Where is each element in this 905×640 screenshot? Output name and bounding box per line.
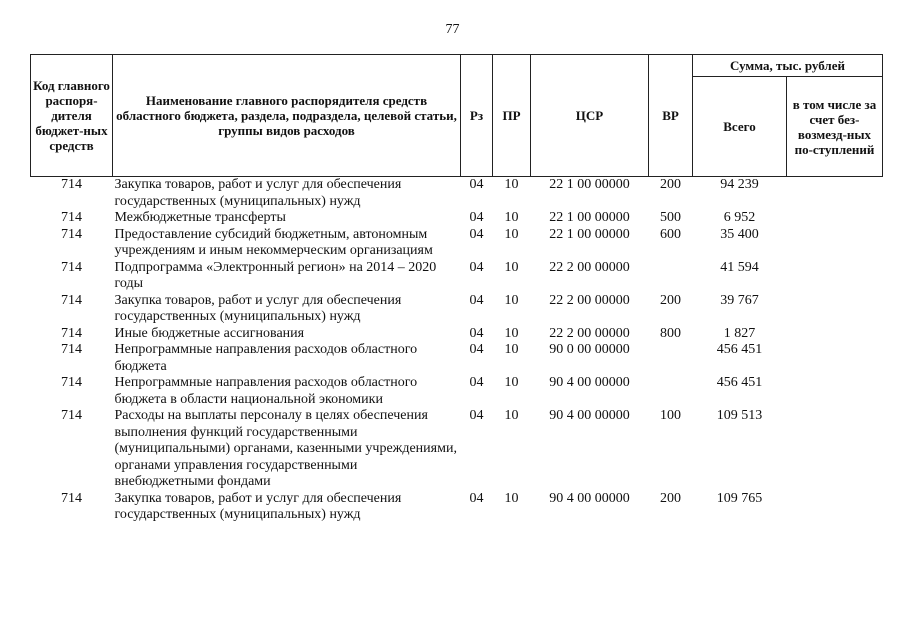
table-row — [31, 293, 883, 326]
header-rz: Рз — [461, 55, 493, 177]
cell-csr: 22 2 00 00000 — [549, 259, 630, 275]
cell-incl — [787, 326, 883, 343]
cell-name: Непрограммные направления расходов областного бюджета в области национальной экономики — [114, 375, 418, 407]
table-row — [31, 375, 883, 408]
cell-pr: 10 — [504, 375, 519, 390]
cell-code: 714 — [61, 490, 82, 506]
cell-vr: 500 — [660, 210, 681, 225]
cell-name: Предоставление субсидий бюджетным, автономным учреждениям и иным некоммерческим организациям — [114, 226, 433, 258]
table-header — [31, 55, 883, 177]
cell-total: 94 239 — [720, 177, 759, 192]
cell-pr: 10 — [504, 210, 519, 225]
cell-code: 714 — [61, 325, 82, 341]
table-row — [31, 491, 883, 524]
cell-csr: 22 1 00 00000 — [549, 210, 630, 225]
cell-rz: 04 — [469, 342, 484, 357]
cell-incl — [787, 293, 883, 326]
cell-csr: 22 2 00 00000 — [549, 325, 630, 341]
cell-code: 714 — [61, 292, 82, 308]
cell-name: Закупка товаров, работ и услуг для обеспечения государственных (муниципальных) нужд — [114, 490, 402, 522]
cell-vr — [649, 260, 693, 293]
header-vr: ВР — [649, 55, 693, 177]
cell-vr: 200 — [660, 177, 681, 192]
header-incl: в том числе за счет без-возмезд-ных по-ступлений — [787, 77, 883, 177]
table-row — [31, 210, 883, 227]
header-sum: Сумма, тыс. рублей — [693, 55, 883, 77]
cell-pr: 10 — [504, 226, 519, 242]
cell-total: 1 827 — [723, 325, 756, 341]
cell-csr: 22 2 00 00000 — [549, 292, 630, 308]
cell-vr — [649, 375, 693, 408]
cell-csr: 90 4 00 00000 — [549, 375, 630, 390]
table-row — [31, 260, 883, 293]
cell-code: 714 — [61, 342, 82, 357]
cell-csr: 90 4 00 00000 — [549, 490, 630, 506]
cell-name: Иные бюджетные ассигнования — [114, 325, 305, 341]
cell-rz: 04 — [469, 226, 484, 242]
cell-pr: 10 — [504, 490, 519, 506]
header-pr: ПР — [493, 55, 531, 177]
cell-vr: 200 — [660, 490, 681, 506]
cell-total: 41 594 — [720, 259, 759, 275]
cell-name: Непрограммные направления расходов областного бюджета — [114, 342, 418, 374]
cell-rz: 04 — [469, 325, 484, 341]
cell-total: 456 451 — [716, 375, 763, 390]
cell-total: 456 451 — [716, 342, 763, 357]
cell-vr: 200 — [660, 292, 681, 308]
cell-incl — [787, 260, 883, 293]
cell-incl — [787, 177, 883, 211]
cell-vr: 800 — [660, 325, 681, 341]
header-name: Наименование главного распорядителя средств областного бюджета, раздела, подраздела, целевой статьи, группы видов расходов — [113, 55, 461, 177]
cell-pr: 10 — [504, 259, 519, 275]
cell-name: Межбюджетные трансферты — [114, 210, 286, 225]
cell-vr — [649, 342, 693, 375]
cell-incl — [787, 342, 883, 375]
cell-csr: 90 4 00 00000 — [549, 408, 630, 423]
cell-vr: 600 — [660, 226, 681, 242]
cell-code: 714 — [61, 259, 82, 275]
cell-code: 714 — [61, 226, 82, 242]
cell-rz: 04 — [469, 292, 484, 308]
table-row — [31, 227, 883, 260]
cell-rz: 04 — [469, 408, 484, 423]
header-code: Код главного распоря-дителя бюджет-ных средств — [31, 55, 113, 177]
cell-rz: 04 — [469, 210, 484, 225]
table-body — [31, 177, 883, 524]
cell-code: 714 — [61, 375, 82, 390]
table-row — [31, 177, 883, 211]
header-total: Всего — [693, 77, 787, 177]
cell-pr: 10 — [504, 342, 519, 357]
cell-pr: 10 — [504, 292, 519, 308]
cell-total: 39 767 — [720, 292, 759, 308]
cell-total: 6 952 — [723, 210, 756, 225]
cell-pr: 10 — [504, 408, 519, 423]
cell-rz: 04 — [469, 177, 484, 192]
cell-name: Расходы на выплаты персоналу в целях обеспечения выполнения функций государственными (муниципальными) органами, казенными учреждениями, органами управления государственными внебюджетными фондами — [114, 408, 457, 489]
cell-total: 109 765 — [716, 490, 763, 506]
cell-pr: 10 — [504, 325, 519, 341]
cell-incl — [787, 210, 883, 227]
budget-table — [30, 54, 883, 524]
cell-name: Закупка товаров, работ и услуг для обеспечения государственных (муниципальных) нужд — [114, 177, 402, 209]
table-row — [31, 408, 883, 491]
cell-rz: 04 — [469, 259, 484, 275]
cell-csr: 22 1 00 00000 — [549, 177, 630, 192]
cell-incl — [787, 408, 883, 491]
cell-code: 714 — [61, 408, 82, 423]
table-row — [31, 342, 883, 375]
cell-incl — [787, 227, 883, 260]
cell-total: 109 513 — [716, 408, 763, 423]
cell-code: 714 — [61, 210, 82, 225]
cell-csr: 90 0 00 00000 — [549, 342, 630, 357]
cell-vr: 100 — [660, 408, 681, 423]
cell-incl — [787, 375, 883, 408]
cell-name: Подпрограмма «Электронный регион» на 2014 – 2020 годы — [114, 259, 437, 291]
cell-incl — [787, 491, 883, 524]
table-row — [31, 326, 883, 343]
cell-rz: 04 — [469, 375, 484, 390]
page-number: 77 — [445, 22, 460, 37]
cell-code: 714 — [61, 177, 82, 192]
cell-total: 35 400 — [720, 226, 759, 242]
cell-csr: 22 1 00 00000 — [549, 226, 630, 242]
cell-name: Закупка товаров, работ и услуг для обеспечения государственных (муниципальных) нужд — [114, 292, 402, 324]
cell-pr: 10 — [504, 177, 519, 192]
cell-rz: 04 — [469, 490, 484, 506]
header-csr: ЦСР — [531, 55, 649, 177]
